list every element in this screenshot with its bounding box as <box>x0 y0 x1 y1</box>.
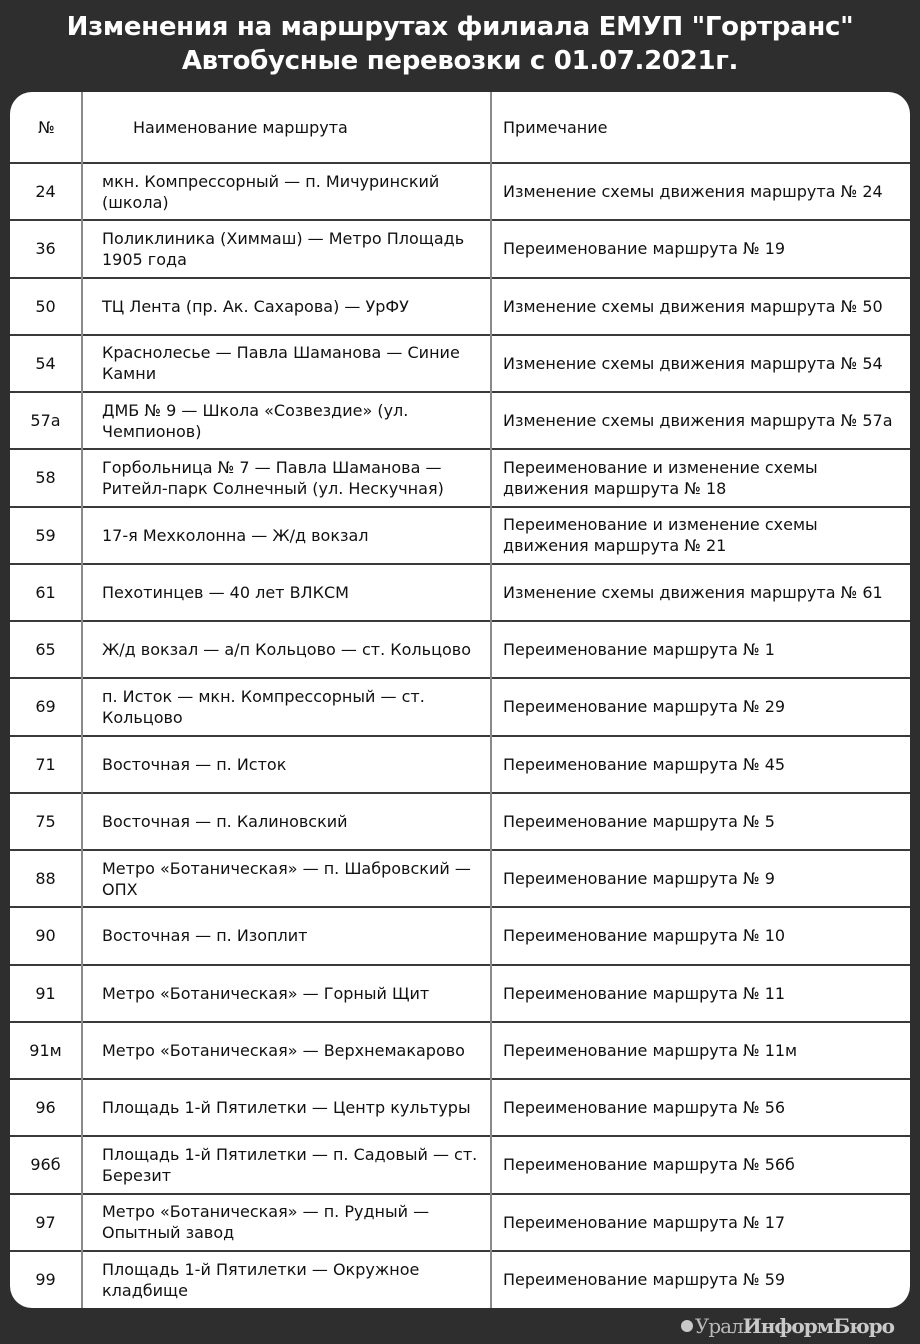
route-name: Метро «Ботаническая» — п. Шабровский — ОПХ <box>82 850 491 907</box>
route-number: 58 <box>10 449 82 506</box>
route-note: Изменение схемы движения маршрута № 61 <box>503 582 883 602</box>
route-number: 91м <box>10 1022 82 1079</box>
route-number: 96 <box>10 1079 82 1136</box>
route-name: ТЦ Лента (пр. Ак. Сахарова) — УрФУ <box>82 278 491 335</box>
route-note: Переименование маршрута № 5 <box>503 811 775 831</box>
table-header-row <box>10 92 910 163</box>
table-row <box>10 1194 910 1251</box>
route-note: Изменение схемы движения маршрута № 57а <box>503 411 893 431</box>
route-note: Переименование маршрута № 11 <box>503 983 786 1003</box>
route-number: 99 <box>10 1251 82 1308</box>
table-row <box>10 678 910 735</box>
route-number: 75 <box>10 793 82 850</box>
route-name: 17-я Мехколонна — Ж/д вокзал <box>82 507 491 564</box>
table-row <box>10 907 910 964</box>
route-number: 57а <box>10 392 82 449</box>
table-row <box>10 1079 910 1136</box>
route-name: Метро «Ботаническая» — Верхнемакарово <box>82 1022 491 1079</box>
route-name: Восточная — п. Исток <box>82 736 491 793</box>
route-name: ДМБ № 9 — Школа «Созвездие» (ул. Чемпионов) <box>82 392 491 449</box>
logo-dot-icon <box>681 1320 693 1332</box>
route-number: 91 <box>10 965 82 1022</box>
table-row <box>10 392 910 449</box>
table-row <box>10 965 910 1022</box>
route-note: Изменение схемы движения маршрута № 54 <box>503 353 883 373</box>
route-number: 96б <box>10 1136 82 1193</box>
route-note: Переименование маршрута № 59 <box>503 1270 786 1290</box>
table-row <box>10 736 910 793</box>
route-note: Переименование маршрута № 29 <box>503 697 786 717</box>
route-name: Площадь 1-й Пятилетки — п. Садовый — ст. Березит <box>82 1136 491 1193</box>
table-row <box>10 220 910 277</box>
route-number: 36 <box>10 220 82 277</box>
route-note: Переименование маршрута № 56б <box>503 1155 795 1175</box>
route-name: Краснолесье — Павла Шаманова — Синие Камни <box>82 335 491 392</box>
route-note: Переименование маршрута № 10 <box>503 926 786 946</box>
watermark-part-2: ИнформБюро <box>742 1314 894 1338</box>
routes-table <box>10 92 910 1308</box>
route-number: 61 <box>10 564 82 621</box>
route-note: Переименование маршрута № 9 <box>503 869 775 889</box>
route-name: Площадь 1-й Пятилетки — Окружное кладбище <box>82 1251 491 1308</box>
header-route-name: Наименование маршрута <box>82 92 491 163</box>
route-number: 71 <box>10 736 82 793</box>
route-number: 54 <box>10 335 82 392</box>
route-note: Переименование маршрута № 45 <box>503 754 786 774</box>
route-name: Метро «Ботаническая» — Горный Щит <box>82 965 491 1022</box>
header-number: № <box>10 92 82 163</box>
route-note: Переименование и изменение схемы движения маршрута № 18 <box>503 457 818 498</box>
route-name: мкн. Компрессорный — п. Мичуринский (школа) <box>82 163 491 220</box>
route-name: п. Исток — мкн. Компрессорный — ст. Кольцово <box>82 678 491 735</box>
route-note: Переименование маршрута № 11м <box>503 1040 798 1060</box>
table-row <box>10 163 910 220</box>
title-line-2: Автобусные перевозки с 01.07.2021г. <box>181 46 739 76</box>
table-row <box>10 1136 910 1193</box>
route-name: Горбольница № 7 — Павла Шаманова — Ритейл-парк Солнечный (ул. Нескучная) <box>82 449 491 506</box>
route-note: Изменение схемы движения маршрута № 50 <box>503 296 883 316</box>
table-row <box>10 507 910 564</box>
table-row <box>10 1022 910 1079</box>
route-name: Восточная — п. Изоплит <box>82 907 491 964</box>
table-row <box>10 449 910 506</box>
routes-table-card <box>10 92 910 1308</box>
page-title <box>0 10 920 78</box>
route-number: 65 <box>10 621 82 678</box>
table-row <box>10 335 910 392</box>
route-note: Переименование маршрута № 56 <box>503 1098 786 1118</box>
table-row <box>10 621 910 678</box>
route-number: 88 <box>10 850 82 907</box>
route-number: 50 <box>10 278 82 335</box>
route-number: 24 <box>10 163 82 220</box>
route-name: Поликлиника (Химмаш) — Метро Площадь 1905 года <box>82 220 491 277</box>
route-number: 69 <box>10 678 82 735</box>
table-row <box>10 793 910 850</box>
route-note: Изменение схемы движения маршрута № 24 <box>503 182 883 202</box>
title-line-1: Изменения на маршрутах филиала ЕМУП "Гортранс" <box>66 12 854 42</box>
route-note: Переименование маршрута № 17 <box>503 1212 786 1232</box>
watermark-part-1: Урал <box>694 1314 743 1338</box>
route-name: Восточная — п. Калиновский <box>82 793 491 850</box>
table-row <box>10 1251 910 1308</box>
route-number: 97 <box>10 1194 82 1251</box>
route-name: Пехотинцев — 40 лет ВЛКСМ <box>82 564 491 621</box>
route-name: Метро «Ботаническая» — п. Рудный — Опытный завод <box>82 1194 491 1251</box>
route-number: 90 <box>10 907 82 964</box>
route-number: 59 <box>10 507 82 564</box>
table-row <box>10 278 910 335</box>
route-note: Переименование и изменение схемы движения маршрута № 21 <box>503 515 818 556</box>
route-note: Переименование маршрута № 19 <box>503 239 786 259</box>
header-note: Примечание <box>503 117 608 137</box>
table-row <box>10 564 910 621</box>
route-note: Переименование маршрута № 1 <box>503 640 775 660</box>
table-row <box>10 850 910 907</box>
route-name: Ж/д вокзал — а/п Кольцово — ст. Кольцово <box>82 621 491 678</box>
route-name: Площадь 1-й Пятилетки — Центр культуры <box>82 1079 491 1136</box>
watermark-logo <box>681 1314 894 1338</box>
